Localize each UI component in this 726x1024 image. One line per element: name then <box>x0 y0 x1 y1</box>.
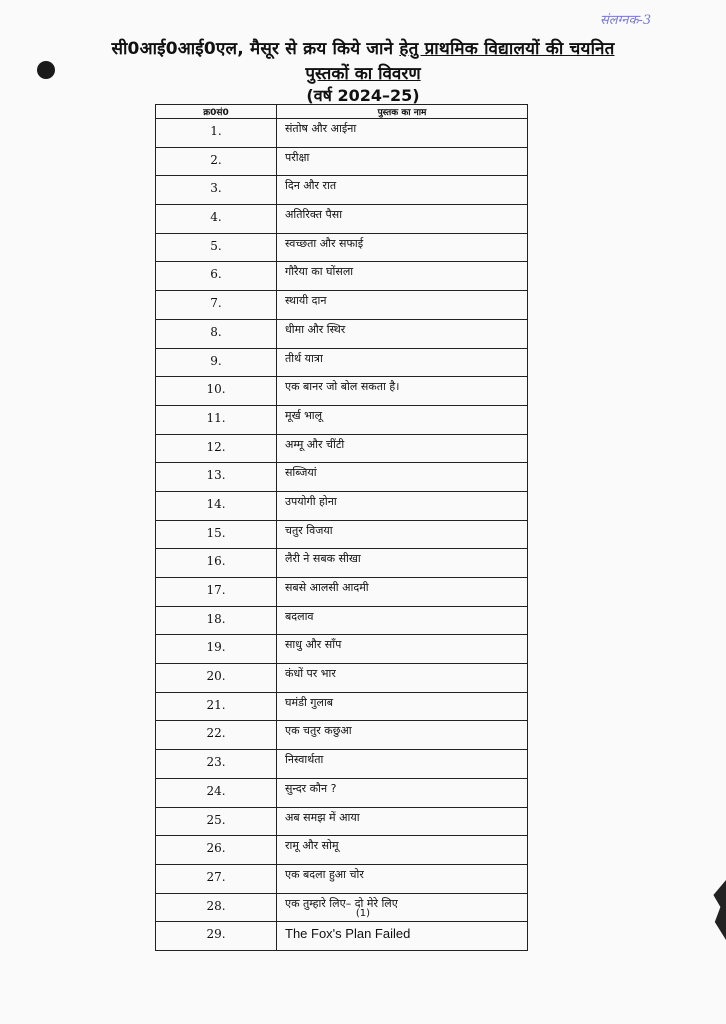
serial-number: 16. <box>156 549 277 578</box>
book-name: सब्जियां <box>277 463 528 492</box>
table-row <box>156 807 528 836</box>
table-row <box>156 520 528 549</box>
book-name: रामू और सोमू <box>277 836 528 865</box>
serial-number: 1. <box>156 119 277 148</box>
serial-number: 11. <box>156 405 277 434</box>
table-row <box>156 750 528 779</box>
table-row <box>156 176 528 205</box>
book-name: निस्वार्थता <box>277 750 528 779</box>
serial-number: 25. <box>156 807 277 836</box>
book-name: अब समझ में आया <box>277 807 528 836</box>
book-name: स्वच्छता और सफाई <box>277 233 528 262</box>
book-name: धीमा और स्थिर <box>277 319 528 348</box>
table-row <box>156 778 528 807</box>
serial-number: 21. <box>156 692 277 721</box>
document-title-year: (वर्ष 2024–25) <box>306 86 420 105</box>
book-name: अतिरिक्त पैसा <box>277 205 528 234</box>
serial-number: 28. <box>156 893 277 922</box>
table-row <box>156 549 528 578</box>
table-row <box>156 864 528 893</box>
book-name: घमंडी गुलाब <box>277 692 528 721</box>
serial-number: 7. <box>156 291 277 320</box>
serial-number: 19. <box>156 635 277 664</box>
book-name: सबसे आलसी आदमी <box>277 578 528 607</box>
book-name: गौरैया का घोंसला <box>277 262 528 291</box>
serial-number: 29. <box>156 922 277 951</box>
table-row <box>156 606 528 635</box>
table-row <box>156 692 528 721</box>
table-row <box>156 291 528 320</box>
serial-number: 2. <box>156 147 277 176</box>
serial-number: 3. <box>156 176 277 205</box>
table-row <box>156 578 528 607</box>
serial-number: 24. <box>156 778 277 807</box>
serial-number: 9. <box>156 348 277 377</box>
book-name: तीर्थ यात्रा <box>277 348 528 377</box>
table-row <box>156 405 528 434</box>
book-name: स्थायी दान <box>277 291 528 320</box>
book-list-table <box>155 104 528 951</box>
table-row <box>156 836 528 865</box>
book-name: बदलाव <box>277 606 528 635</box>
header-serial: क्र0सं0 <box>156 105 277 119</box>
table-row <box>156 262 528 291</box>
serial-number: 26. <box>156 836 277 865</box>
book-name: साधु और साँप <box>277 635 528 664</box>
table-row <box>156 635 528 664</box>
serial-number: 4. <box>156 205 277 234</box>
serial-number: 8. <box>156 319 277 348</box>
book-name: संतोष और आईना <box>277 119 528 148</box>
title-part2: हेतु प्राथमिक विद्यालयों की चयनित <box>399 39 615 59</box>
table-row <box>156 434 528 463</box>
serial-number: 20. <box>156 664 277 693</box>
serial-number: 15. <box>156 520 277 549</box>
table-row <box>156 319 528 348</box>
serial-number: 12. <box>156 434 277 463</box>
book-name: कंधों पर भार <box>277 664 528 693</box>
table-body <box>156 119 528 951</box>
title-part1: सी0आई0आई0एल, मैसूर से क्रय किये जाने <box>111 39 400 59</box>
serial-number: 17. <box>156 578 277 607</box>
document-title-line1 <box>40 36 686 59</box>
serial-number: 13. <box>156 463 277 492</box>
serial-number: 6. <box>156 262 277 291</box>
table-row <box>156 721 528 750</box>
header-book-name: पुस्तक का नाम <box>277 105 528 119</box>
serial-number: 23. <box>156 750 277 779</box>
book-name: The Fox's Plan Failed <box>277 922 528 951</box>
table-row <box>156 147 528 176</box>
serial-number: 22. <box>156 721 277 750</box>
book-name: लैरी ने सबक सीखा <box>277 549 528 578</box>
table-row <box>156 922 528 951</box>
serial-number: 5. <box>156 233 277 262</box>
book-name: अम्मू और चींटी <box>277 434 528 463</box>
page-number: (1) <box>355 908 371 919</box>
book-name: मूर्ख भालू <box>277 405 528 434</box>
document-title-line2 <box>40 61 686 84</box>
table-row <box>156 233 528 262</box>
table-row <box>156 119 528 148</box>
book-name: चतुर विजया <box>277 520 528 549</box>
book-name: एक बदला हुआ चोर <box>277 864 528 893</box>
serial-number: 14. <box>156 491 277 520</box>
table-row <box>156 348 528 377</box>
book-name: एक तुम्हारे लिए– दो मेरे लिए <box>277 893 528 922</box>
book-name: उपयोगी होना <box>277 491 528 520</box>
serial-number: 27. <box>156 864 277 893</box>
book-name: सुन्दर कौन ? <box>277 778 528 807</box>
serial-number: 18. <box>156 606 277 635</box>
table-row <box>156 463 528 492</box>
annexure-annotation: संलग्नक-3 <box>600 13 652 28</box>
table-row <box>156 664 528 693</box>
title-line2-text: पुस्तकों का विवरण <box>305 64 421 84</box>
book-name: एक चतुर कछुआ <box>277 721 528 750</box>
book-name: दिन और रात <box>277 176 528 205</box>
book-name: एक बानर जो बोल सकता है। <box>277 377 528 406</box>
table-row <box>156 377 528 406</box>
book-name: परीक्षा <box>277 147 528 176</box>
serial-number: 10. <box>156 377 277 406</box>
table-row <box>156 205 528 234</box>
table-header-row <box>156 105 528 119</box>
table-row <box>156 491 528 520</box>
